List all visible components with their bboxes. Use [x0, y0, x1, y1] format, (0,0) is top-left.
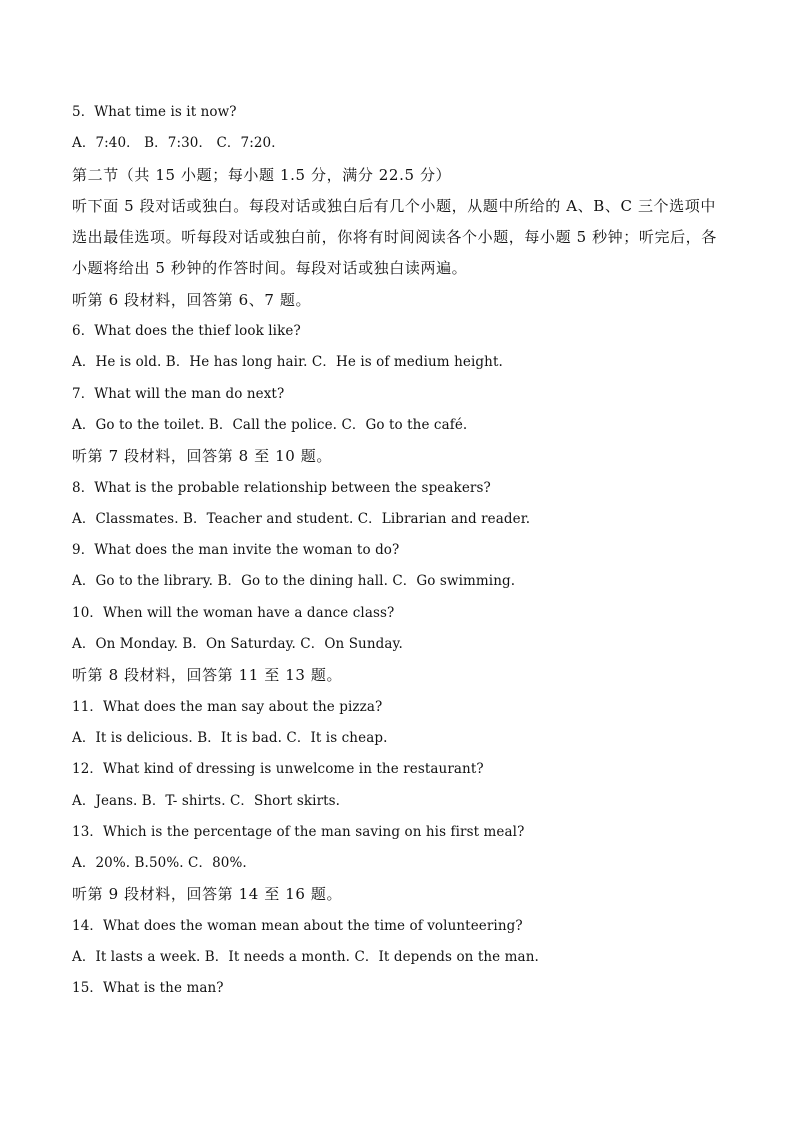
material-9-heading: 听第 9 段材料，回答第 14 至 16 题。 [72, 885, 343, 904]
question-15: 15．What is the man? [72, 980, 224, 997]
material-8-heading: 听第 8 段材料，回答第 11 至 13 题。 [72, 666, 343, 685]
section-2-title: 第二节（共 15 小题；每小题 1.5 分，满分 22.5 分） [72, 165, 452, 184]
question-11: 11．What does the man say about the pizza? [72, 698, 383, 715]
question-6: 6．What does the thief look like? [72, 323, 301, 340]
question-5: 5．What time is it now? [72, 104, 237, 120]
question-5-options: A．7:40． B．7:30． C．7:20． [72, 135, 285, 152]
instructions-line-1: 听下面 5 段对话或独白。每段对话或独白后有几个小题，从题中所给的 A、B、C 三个选项中 [72, 196, 716, 215]
question-12: 12．What kind of dressing is unwelcome in the restaurant? [72, 761, 484, 778]
question-14-options: A．It lasts a week. B．It needs a month. C．It depends on the man. [72, 949, 539, 966]
question-13-options: A．20%. B.50%. C．80%. [72, 855, 247, 872]
question-12-options: A．Jeans. B．T- shirts. C．Short skirts. [72, 792, 341, 809]
material-6-heading: 听第 6 段材料，回答第 6、7 题。 [72, 290, 312, 309]
question-8-options: A．Classmates. B．Teacher and student. C．Librarian and reader. [72, 510, 531, 527]
question-14: 14．What does the woman mean about the time of volunteering? [72, 917, 523, 934]
instructions-line-2: 选出最佳选项。听每段对话或独白前，你将有时间阅读各个小题，每小题 5 秒钟；听完后，各 [72, 228, 717, 247]
material-7-heading: 听第 7 段材料，回答第 8 至 10 题。 [72, 447, 332, 466]
question-11-options: A．It is delicious. B．It is bad. C．It is cheap. [72, 729, 388, 746]
question-13: 13．Which is the percentage of the man saving on his first meal? [72, 823, 525, 840]
question-10: 10．When will the woman have a dance class? [72, 604, 395, 621]
question-10-options: A．On Monday. B．On Saturday. C．On Sunday. [72, 636, 403, 653]
question-7-options: A．Go to the toilet. B．Call the police. C．Go to the café. [72, 416, 468, 433]
exam-page [72, 97, 732, 1005]
question-6-options: A．He is old. B．He has long hair. C．He is of medium height. [72, 354, 503, 371]
instructions-line-3: 小题将给出 5 秒钟的作答时间。每段对话或独白读两遍。 [72, 259, 468, 278]
question-8: 8．What is the probable relationship between the speakers? [72, 479, 491, 496]
question-7: 7．What will the man do next? [72, 385, 285, 402]
question-9-options: A．Go to the library. B．Go to the dining hall. C．Go swimming. [72, 573, 516, 590]
question-9: 9．What does the man invite the woman to do? [72, 542, 400, 559]
